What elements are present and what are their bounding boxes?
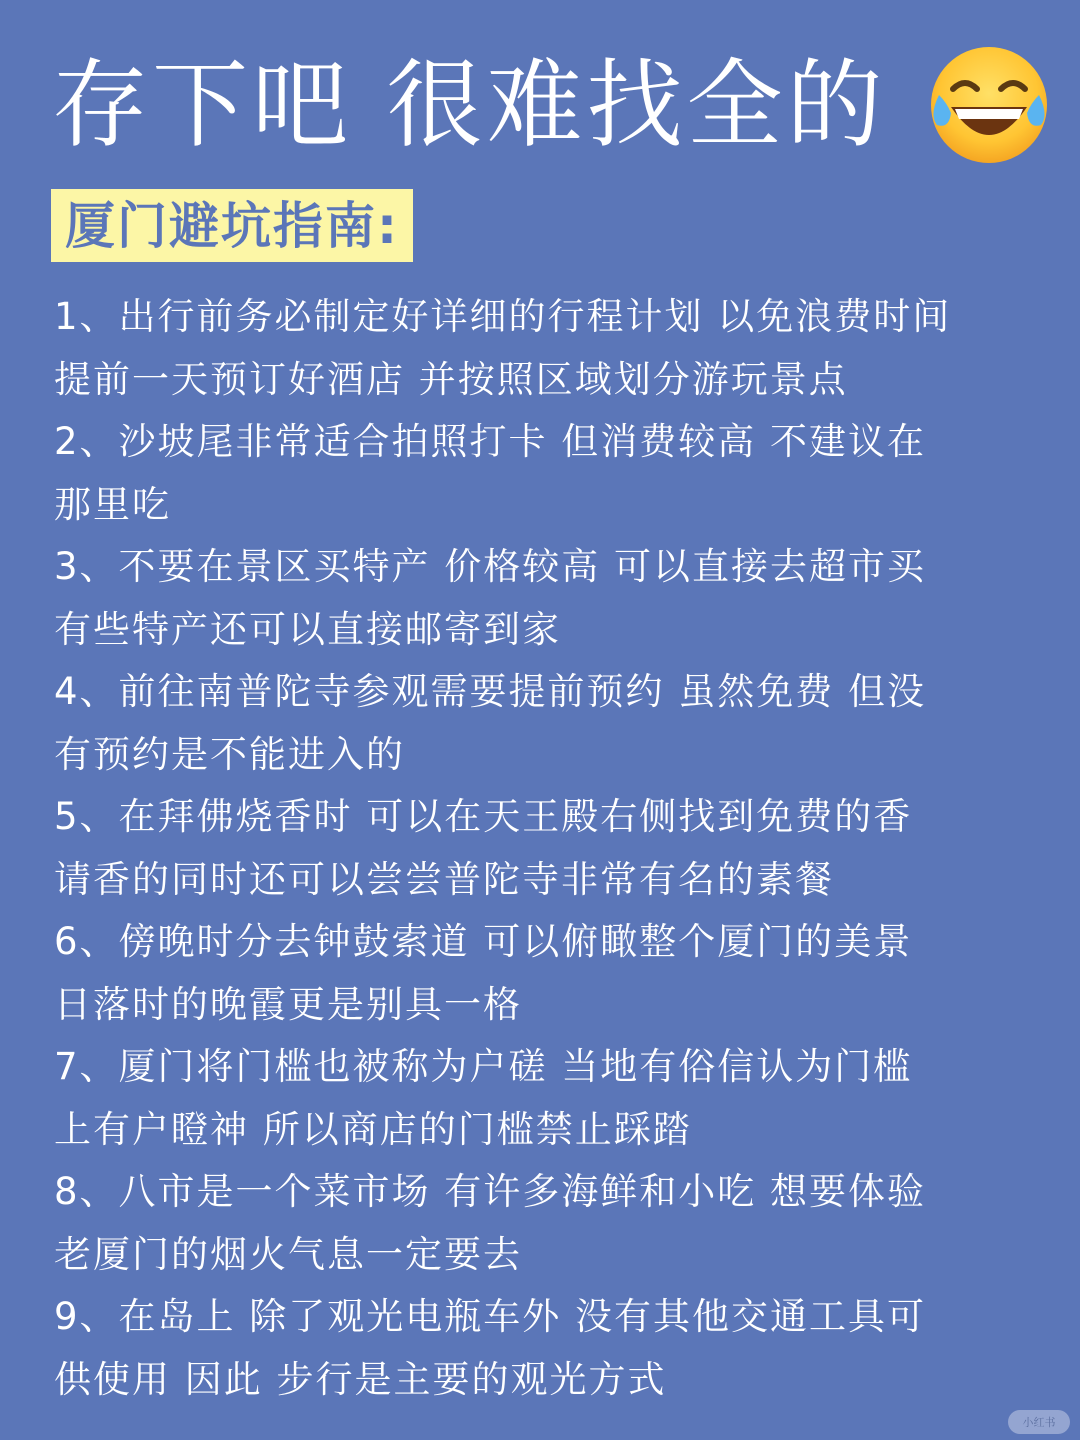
tip-line: 2、沙坡尾非常适合拍照打卡 但消费较高 不建议在 xyxy=(54,420,927,463)
tip-item xyxy=(54,1036,1054,1161)
tip-line: 9、在岛上 除了观光电瓶车外 没有其他交通工具可 xyxy=(54,1295,927,1338)
tip-item xyxy=(54,1161,1054,1286)
watermark-logo: 小红书 xyxy=(1008,1410,1070,1434)
tip-item xyxy=(54,411,1054,536)
tip-line: 3、不要在景区买特产 价格较高 可以直接去超市买 xyxy=(54,545,927,588)
tip-line: 提前一天预订好酒店 并按照区域划分游玩景点 xyxy=(54,357,848,401)
tip-line: 那里吃 xyxy=(54,482,171,526)
subtitle-highlight xyxy=(51,189,413,262)
tip-line: 供使用 因此 步行是主要的观光方式 xyxy=(54,1357,667,1401)
tip-line: 8、八市是一个菜市场 有许多海鲜和小吃 想要体验 xyxy=(54,1170,927,1213)
tip-item xyxy=(54,786,1054,911)
tip-line: 4、前往南普陀寺参观需要提前预约 虽然免费 但没 xyxy=(54,670,927,713)
tip-line: 6、傍晚时分去钟鼓索道 可以俯瞰整个厦门的美景 xyxy=(54,920,913,963)
tip-line: 有预约是不能进入的 xyxy=(54,732,405,776)
tip-line: 上有户瞪神 所以商店的门槛禁止踩踏 xyxy=(54,1107,692,1151)
tip-line: 有些特产还可以直接邮寄到家 xyxy=(54,607,561,651)
title-row xyxy=(52,40,1051,170)
tip-item xyxy=(54,661,1054,786)
subtitle: 厦门避坑指南: xyxy=(65,196,399,255)
face-with-tears-of-joy-icon xyxy=(927,43,1051,167)
tip-line: 1、出行前务必制定好详细的行程计划 以免浪费时间 xyxy=(54,295,952,338)
tip-item xyxy=(54,1286,1054,1411)
tip-line: 请香的同时还可以尝尝普陀寺非常有名的素餐 xyxy=(54,857,834,901)
tip-item xyxy=(54,536,1054,661)
tip-line: 老厦门的烟火气息一定要去 xyxy=(54,1232,522,1276)
tip-line: 5、在拜佛烧香时 可以在天王殿右侧找到免费的香 xyxy=(54,795,913,838)
tip-line: 日落时的晚霞更是别具一格 xyxy=(54,982,522,1026)
tips-list xyxy=(54,286,1054,1411)
page-title: 存下吧 很难找全的 xyxy=(52,49,887,161)
tip-item xyxy=(54,911,1054,1036)
tip-line: 7、厦门将门槛也被称为户磋 当地有俗信认为门槛 xyxy=(54,1045,913,1088)
emoji-svg xyxy=(927,43,1051,167)
tip-item xyxy=(54,286,1054,411)
